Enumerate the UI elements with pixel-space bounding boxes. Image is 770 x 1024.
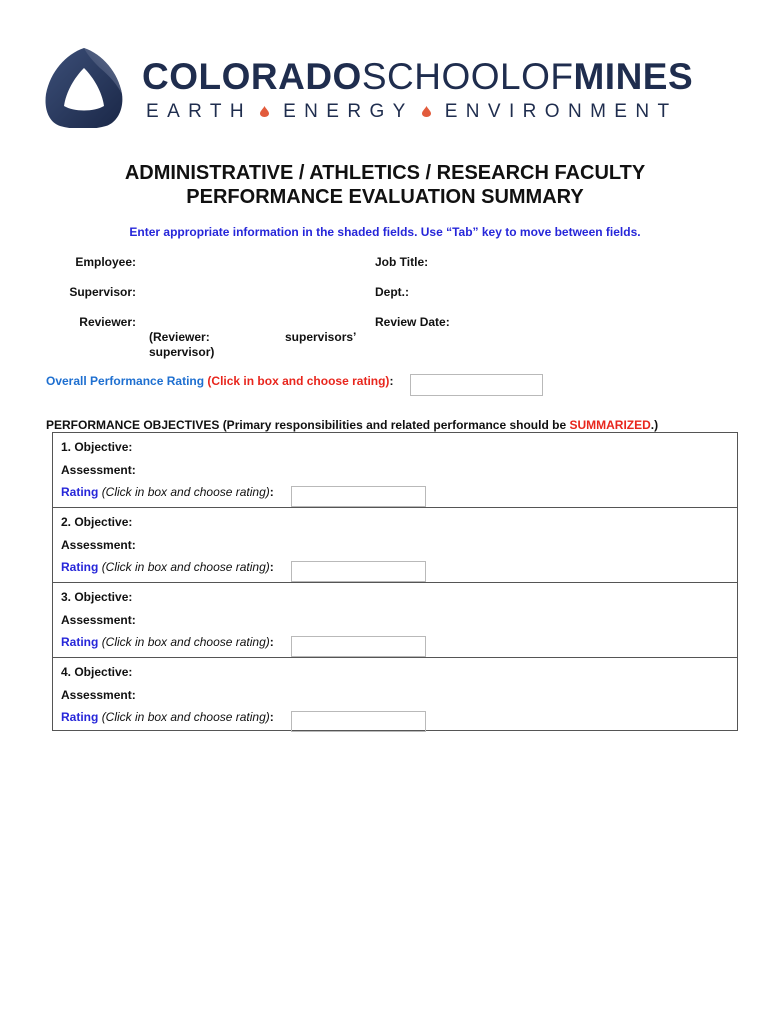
overall-rating-label: [46, 374, 393, 388]
rating-colon: :: [269, 710, 274, 724]
rating-label: [61, 560, 274, 574]
objective-label: 4. Objective:: [61, 665, 133, 679]
objectives-heading-prefix: PERFORMANCE OBJECTIVES (Primary responsibilities and related performance should be: [46, 418, 570, 432]
rating-label: [61, 710, 274, 724]
rating-label: [61, 485, 274, 499]
drop-icon: [422, 106, 431, 117]
rating-hint: (Click in box and choose rating): [101, 710, 270, 724]
objective-label: 3. Objective:: [61, 590, 133, 604]
assessment-label: Assessment:: [61, 688, 136, 702]
reviewer-note-3: supervisor): [149, 345, 215, 359]
assessment-label: Assessment:: [61, 463, 136, 477]
supervisor-label: Supervisor:: [69, 285, 136, 299]
supervisor-field[interactable]: [148, 281, 358, 301]
tagline-energy: ENERGY: [283, 101, 414, 122]
dept-label: Dept.:: [375, 285, 409, 299]
rating-colon: :: [269, 635, 274, 649]
employee-field[interactable]: [148, 251, 358, 271]
page-title-line-2: PERFORMANCE EVALUATION SUMMARY: [186, 186, 584, 208]
objective-4-rating-select[interactable]: [291, 711, 426, 732]
rating-colon: :: [269, 560, 274, 574]
overall-rating-select[interactable]: [410, 374, 543, 396]
review-date-field[interactable]: [456, 311, 716, 331]
rating-label: [61, 635, 274, 649]
reviewer-label: Reviewer:: [79, 315, 136, 329]
tagline-environment: ENVIRONMENT: [444, 101, 678, 122]
objectives-heading-suffix: .): [650, 418, 659, 432]
rating-colon: :: [269, 485, 274, 499]
objective-2-rating-select[interactable]: [291, 561, 426, 582]
objective-row-3: [53, 583, 737, 658]
rating-word: Rating: [61, 710, 99, 724]
job-title-field[interactable]: [436, 251, 716, 271]
objective-3-rating-select[interactable]: [291, 636, 426, 657]
rating-hint: (Click in box and choose rating): [101, 560, 270, 574]
rating-hint: (Click in box and choose rating): [101, 485, 270, 499]
review-date-label: Review Date:: [375, 315, 450, 329]
objectives-heading: [46, 418, 658, 432]
overall-rating-title: Overall Performance Rating: [46, 374, 205, 388]
objective-row-4: [53, 658, 737, 730]
objectives-heading-emphasis: SUMMARIZED: [569, 418, 651, 432]
mines-logo-mark: [44, 46, 124, 128]
objectives-table: [52, 432, 738, 731]
drop-icon: [260, 106, 269, 117]
rating-word: Rating: [61, 635, 99, 649]
dept-field[interactable]: [414, 281, 714, 301]
objective-label: 1. Objective:: [61, 440, 133, 454]
objective-row-2: [53, 508, 737, 583]
objective-row-1: [53, 433, 737, 508]
logo-word-mines: MINES: [573, 56, 694, 97]
assessment-label: Assessment:: [61, 613, 136, 627]
logo-word-schoolof: SCHOOLOF: [361, 56, 574, 97]
objective-label: 2. Objective:: [61, 515, 133, 529]
objective-1-rating-select[interactable]: [291, 486, 426, 507]
reviewer-field[interactable]: [148, 311, 358, 329]
rating-word: Rating: [61, 560, 99, 574]
reviewer-note-1: (Reviewer:: [149, 330, 210, 344]
logo-word-colorado: COLORADO: [142, 56, 362, 97]
rating-hint: (Click in box and choose rating): [101, 635, 270, 649]
logo-tagline: [146, 102, 678, 121]
employee-label: Employee:: [75, 255, 136, 269]
reviewer-note-2: supervisors’: [285, 330, 357, 344]
rating-word: Rating: [61, 485, 99, 499]
assessment-label: Assessment:: [61, 538, 136, 552]
tagline-earth: EARTH: [146, 101, 253, 122]
overall-rating-colon: :: [389, 374, 394, 388]
logo-wordmark: [142, 58, 693, 95]
overall-rating-hint: (Click in box and choose rating): [207, 374, 390, 388]
job-title-label: Job Title:: [375, 255, 429, 269]
instructions: Enter appropriate information in the shaded fields. Use “Tab” key to move between fields.: [129, 225, 641, 239]
page-title-line-1: ADMINISTRATIVE / ATHLETICS / RESEARCH FACULTY: [124, 162, 646, 184]
